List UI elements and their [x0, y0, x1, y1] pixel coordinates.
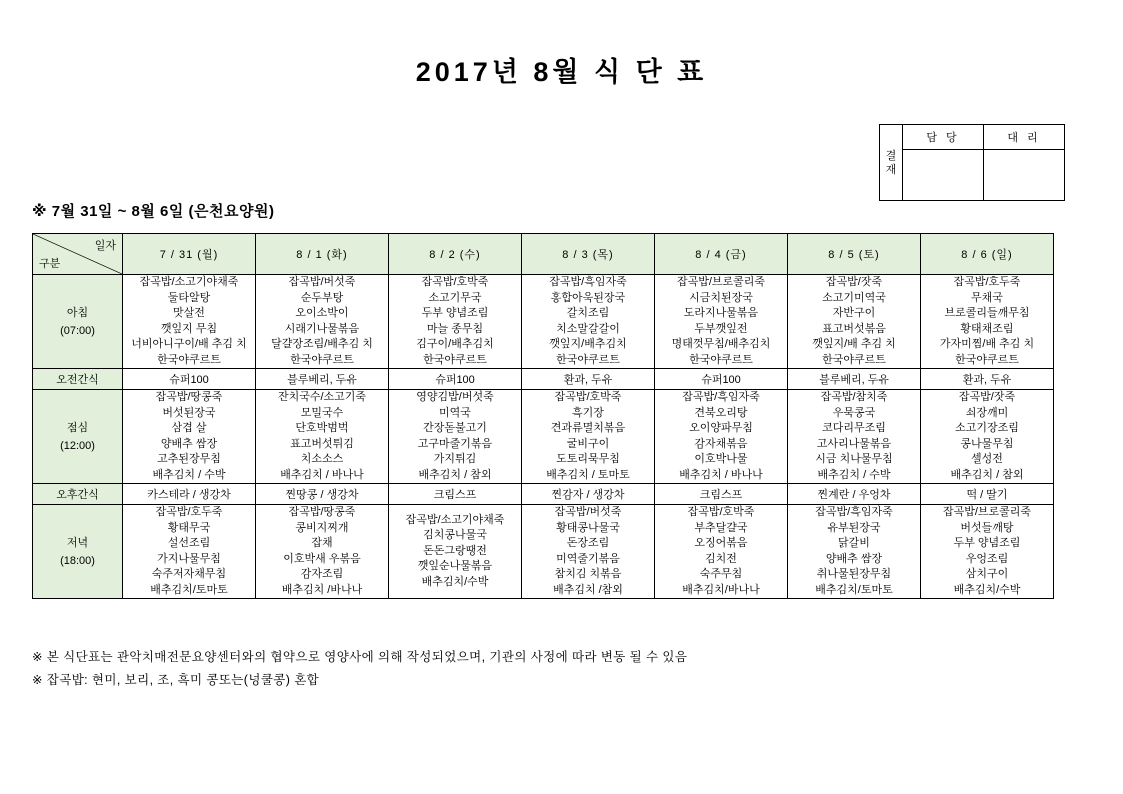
menu-item: 돈돈그랑땡전: [423, 544, 487, 557]
day-header-6: 8 / 6 (일): [921, 234, 1054, 275]
menu-item: 소고기장조림: [955, 422, 1019, 434]
breakfast-cell-4: [655, 275, 788, 369]
dinner-cell-0: [123, 505, 256, 599]
morning-snack-cell-6: 환과, 두유: [921, 369, 1054, 390]
afternoon-snack-cell-1: 찐땅콩 / 생강차: [256, 484, 389, 505]
menu-item: 마늘 종무침: [426, 322, 484, 335]
lunch-cell-0: [123, 390, 256, 484]
menu-item: 감자조림: [300, 568, 344, 580]
header-corner-date-label: 일자: [94, 240, 116, 252]
menu-item: 두부 양념조림: [421, 307, 489, 319]
meal-label-lunch: [33, 390, 123, 484]
menu-item: 견과류멸치볶음: [550, 422, 626, 434]
date-range: ※ 7월 31일 ~ 8월 6일 (은천요양원): [32, 203, 275, 220]
menu-item: 가자미찜/배 추김 치: [939, 338, 1035, 350]
approval-signature-0: [903, 150, 984, 201]
menu-item: 배추김치 / 참외: [950, 468, 1024, 481]
morning-snack-row: [33, 369, 1054, 390]
menu-item: 브로콜리들깨무침: [944, 307, 1030, 319]
lunch-cell-5: [788, 390, 921, 484]
menu-item: 쇠장깨미: [965, 406, 1009, 419]
menu-item: 배추김치 / 바나나: [679, 468, 763, 481]
menu-item: 잡곡밥/참치죽: [820, 391, 888, 403]
menu-item: 잡곡밥/호박죽: [687, 506, 755, 518]
menu-item: 시금 치나물무침: [815, 453, 893, 465]
menu-item: 콩나물무침: [960, 437, 1014, 450]
menu-item: 삼겹 살: [171, 422, 207, 434]
breakfast-row: [33, 275, 1054, 369]
menu-item: 치소소스: [300, 453, 344, 465]
menu-item: 배추김치/수박: [953, 583, 1021, 596]
dinner-cell-3: [522, 505, 655, 599]
menu-item: 잡곡밥/잣죽: [825, 276, 883, 288]
menu-item: 콩비지찌개: [295, 521, 349, 534]
dinner-cell-5: [788, 505, 921, 599]
menu-item: 황태무국: [167, 521, 211, 534]
menu-item: 배추김치 / 참외: [418, 468, 492, 481]
menu-item: 잡곡밥/흑임자죽: [682, 391, 760, 403]
lunch-cell-2: [389, 390, 522, 484]
menu-item: 홍합아욱된장국: [550, 291, 626, 304]
lunch-cell-1: [256, 390, 389, 484]
morning-snack-cell-5: 블루베리, 두유: [788, 369, 921, 390]
menu-item: 닭갈비: [838, 537, 870, 549]
menu-item: 코다리무조림: [822, 422, 886, 434]
menu-item: 잡곡밥/땅콩죽: [288, 506, 356, 518]
menu-item: 영양김밥/버섯죽: [416, 391, 494, 403]
menu-item: 배추김치 /참외: [553, 583, 623, 596]
menu-item: 한국야쿠르트: [689, 353, 753, 366]
menu-item: 잡곡밥/버섯죽: [554, 506, 622, 518]
menu-item: 황태채조림: [960, 322, 1014, 335]
day-header-0: 7 / 31 (월): [123, 234, 256, 275]
menu-item: 표고버섯튀김: [290, 437, 354, 450]
meal-label-morning-snack: 오전간식: [33, 369, 123, 390]
menu-item: 양배추 쌈장: [160, 437, 218, 450]
menu-item: 잡곡밥/흑임자죽: [815, 506, 893, 518]
menu-item: 잡곡밥/브로콜리죽: [942, 506, 1032, 518]
footnotes: [32, 646, 687, 692]
menu-item: 흑기장: [572, 406, 604, 419]
approval-column-0: 담 당: [903, 125, 984, 150]
menu-item: 배추김치 /바나나: [281, 583, 363, 596]
menu-item: 잡곡밥/호박죽: [554, 391, 622, 403]
menu-item: 모밀국수: [300, 406, 344, 419]
header-corner-category-label: 구분: [39, 258, 61, 270]
menu-item: 한국야쿠르트: [157, 353, 221, 366]
breakfast-cell-3: [522, 275, 655, 369]
day-header-1: 8 / 1 (화): [256, 234, 389, 275]
menu-item: 잡곡밥/잣죽: [958, 391, 1016, 403]
menu-item: 셀성전: [971, 453, 1003, 465]
menu-item: 소고기무국: [428, 291, 482, 304]
dinner-cell-2: [389, 505, 522, 599]
menu-item: 배추김치 / 토마토: [546, 468, 630, 481]
menu-item: 무채국: [971, 291, 1003, 304]
menu-item: 도라지나물볶음: [683, 307, 759, 319]
morning-snack-cell-4: 슈퍼100: [655, 369, 788, 390]
menu-item: 깻잎순나물볶음: [417, 560, 493, 573]
menu-item: 고추된장무침: [157, 453, 221, 465]
menu-item: 깻잎지 무침: [160, 322, 218, 335]
menu-item: 숙주무침: [699, 568, 743, 580]
morning-snack-cell-3: 환과, 두유: [522, 369, 655, 390]
breakfast-cell-0: [123, 275, 256, 369]
menu-item: 오이소박이: [295, 307, 349, 319]
dinner-row: [33, 505, 1054, 599]
afternoon-snack-row: [33, 484, 1054, 505]
menu-item: 한국야쿠르트: [822, 353, 886, 366]
menu-item: 명태껏무침/배추김치: [671, 338, 771, 350]
meal-label-breakfast-time: (07:00): [60, 324, 95, 337]
menu-item: 시래기나물볶음: [284, 322, 360, 335]
menu-item: 가지튀김: [433, 453, 477, 465]
afternoon-snack-cell-5: 찐계란 / 우엉차: [788, 484, 921, 505]
dinner-cell-6: [921, 505, 1054, 599]
menu-item: 자반구이: [832, 307, 876, 319]
afternoon-snack-cell-0: 카스테라 / 생강차: [123, 484, 256, 505]
menu-item: 설선조림: [167, 537, 211, 549]
menu-item: 순두부탕: [300, 291, 344, 304]
menu-item: 잡곡밥/호박죽: [421, 276, 489, 288]
menu-item: 간장돋불고기: [423, 422, 487, 434]
page-title: 2017년 8월 식 단 표: [415, 57, 708, 87]
menu-item: 둘타알탕: [167, 291, 211, 304]
header-corner: [33, 234, 123, 275]
meal-label-dinner-name: 저녁: [66, 536, 89, 549]
afternoon-snack-cell-4: 크림스프: [655, 484, 788, 505]
menu-item: 이호박나물: [694, 453, 748, 465]
breakfast-cell-5: [788, 275, 921, 369]
approval-column-1: 대 리: [984, 125, 1065, 150]
menu-item: 오징어볶음: [694, 537, 748, 549]
approval-signature-1: [984, 150, 1065, 201]
menu-item: 배추김치/수박: [421, 575, 489, 588]
menu-item: 굴비구이: [566, 437, 610, 450]
meal-label-lunch-time: (12:00): [60, 439, 95, 452]
meal-label-breakfast: [33, 275, 123, 369]
approval-label: 결 재: [880, 125, 903, 201]
menu-item: 배추김치/바나나: [682, 583, 760, 596]
morning-snack-cell-2: 슈퍼100: [389, 369, 522, 390]
menu-item: 김치전: [705, 552, 737, 565]
menu-item: 참치김 치볶음: [554, 568, 622, 580]
afternoon-snack-cell-2: 크림스프: [389, 484, 522, 505]
menu-item: 한국야쿠르트: [955, 353, 1019, 366]
menu-item: 유부된장국: [827, 521, 881, 534]
menu-item: 숙주저자채무침: [151, 568, 227, 580]
menu-item: 잡곡밥/땅콩죽: [155, 391, 223, 403]
menu-item: 우묵콩국: [832, 406, 876, 419]
menu-item: 깻잎지/배 추김 치: [812, 338, 896, 350]
afternoon-snack-cell-6: 떡 / 딸기: [921, 484, 1054, 505]
afternoon-snack-cell-3: 찐감자 / 생강차: [522, 484, 655, 505]
menu-item: 잡곡밥/브로콜리죽: [676, 276, 766, 288]
menu-item: 감자채볶음: [694, 437, 748, 450]
footnote-0: ※ 본 식단표는 관악치매전문요양센터와의 협약으로 영양사에 의해 작성되었으며, 기관의 사정에 따라 변동 될 수 있음: [32, 650, 688, 664]
day-header-4: 8 / 4 (금): [655, 234, 788, 275]
meal-label-dinner-time: (18:00): [60, 554, 95, 567]
day-header-3: 8 / 3 (목): [522, 234, 655, 275]
menu-item: 배추김치 / 수박: [152, 468, 226, 481]
menu-item: 부추달걀국: [694, 521, 748, 534]
menu-item: 미역국: [439, 406, 471, 419]
menu-item: 우엉조림: [965, 552, 1009, 565]
menu-item: 가지나물무침: [157, 552, 221, 565]
menu-item: 시금치된장국: [689, 291, 753, 304]
menu-item: 김치콩나물국: [423, 529, 487, 542]
menu-item: 너비아니구이/배 추김 치: [131, 338, 247, 350]
menu-item: 표고버섯볶음: [822, 322, 886, 335]
menu-item: 고구마줄기볶음: [417, 437, 493, 450]
lunch-row: [33, 390, 1054, 484]
table-header-row: [33, 234, 1054, 275]
menu-item: 한국야쿠르트: [290, 353, 354, 366]
menu-item: 버섯들깨탕: [960, 521, 1014, 534]
day-header-5: 8 / 5 (토): [788, 234, 921, 275]
approval-stamp-box: [879, 124, 1065, 201]
day-header-2: 8 / 2 (수): [389, 234, 522, 275]
menu-item: 배추김치/토마토: [815, 583, 893, 596]
morning-snack-cell-1: 블루베리, 두유: [256, 369, 389, 390]
menu-item: 고사리나물볶음: [816, 437, 892, 450]
breakfast-cell-6: [921, 275, 1054, 369]
menu-item: 달걀장조림/배추김 치: [271, 338, 373, 350]
menu-item: 깻잎지/배추김치: [549, 338, 627, 350]
lunch-cell-4: [655, 390, 788, 484]
menu-item: 치소말갈갈이: [556, 322, 620, 335]
meal-label-lunch-name: 점심: [66, 421, 89, 434]
menu-item: 한국야쿠르트: [556, 353, 620, 366]
menu-item: 잡곡밥/흑임자죽: [549, 276, 627, 288]
menu-item: 소고기미역국: [822, 291, 886, 304]
menu-item: 잡곡밥/소고기야채죽: [405, 513, 505, 526]
breakfast-cell-1: [256, 275, 389, 369]
menu-item: 잡곡밥/버섯죽: [288, 276, 356, 288]
breakfast-cell-2: [389, 275, 522, 369]
menu-table: [32, 233, 1054, 599]
menu-item: 오이양파무침: [689, 422, 753, 434]
lunch-cell-3: [522, 390, 655, 484]
menu-item: 잔치국수/소고기죽: [277, 391, 367, 403]
morning-snack-cell-0: 슈퍼100: [123, 369, 256, 390]
menu-item: 양배추 쌈장: [825, 552, 883, 565]
menu-item: 삼치구이: [965, 568, 1009, 580]
menu-item: 황태콩나물국: [556, 521, 620, 534]
menu-item: 배추김치/토마토: [150, 583, 228, 596]
menu-item: 두부깻잎전: [694, 322, 748, 335]
menu-item: 김구이/배추김치: [416, 338, 494, 350]
menu-item: 배추김치 / 바나나: [280, 468, 364, 481]
meal-label-dinner: [33, 505, 123, 599]
menu-item: 잡채: [311, 537, 333, 549]
meal-label-afternoon-snack: 오후간식: [33, 484, 123, 505]
menu-item: 단호박범벅: [295, 422, 349, 434]
menu-item: 두부 양념조림: [953, 537, 1021, 549]
menu-item: 한국야쿠르트: [423, 353, 487, 366]
menu-item: 잡곡밥/소고기야채죽: [139, 276, 239, 288]
menu-item: 버섯된장국: [162, 406, 216, 419]
dinner-cell-1: [256, 505, 389, 599]
menu-item: 취나물된장무침: [816, 568, 892, 580]
footnote-1: ※ 잡곡밥: 현미, 보리, 조, 흑미 콩또는(넝쿨콩) 혼합: [32, 673, 320, 687]
dinner-cell-4: [655, 505, 788, 599]
menu-item: 갈치조림: [566, 307, 610, 319]
lunch-cell-6: [921, 390, 1054, 484]
menu-item: 잡곡밥/호두죽: [953, 276, 1021, 288]
menu-item: 도토리묵무침: [556, 453, 620, 465]
menu-item: 미역줄기볶음: [556, 552, 620, 565]
menu-item: 이호박새 우볶음: [283, 552, 361, 565]
menu-item: 견북오리탕: [694, 406, 748, 419]
menu-item: 맛살전: [173, 307, 205, 319]
menu-item: 잡곡밥/호두죽: [155, 506, 223, 518]
menu-item: 돈장조림: [566, 537, 610, 549]
menu-item: 배추김치 / 수박: [817, 468, 891, 481]
meal-label-breakfast-name: 아침: [66, 306, 89, 319]
